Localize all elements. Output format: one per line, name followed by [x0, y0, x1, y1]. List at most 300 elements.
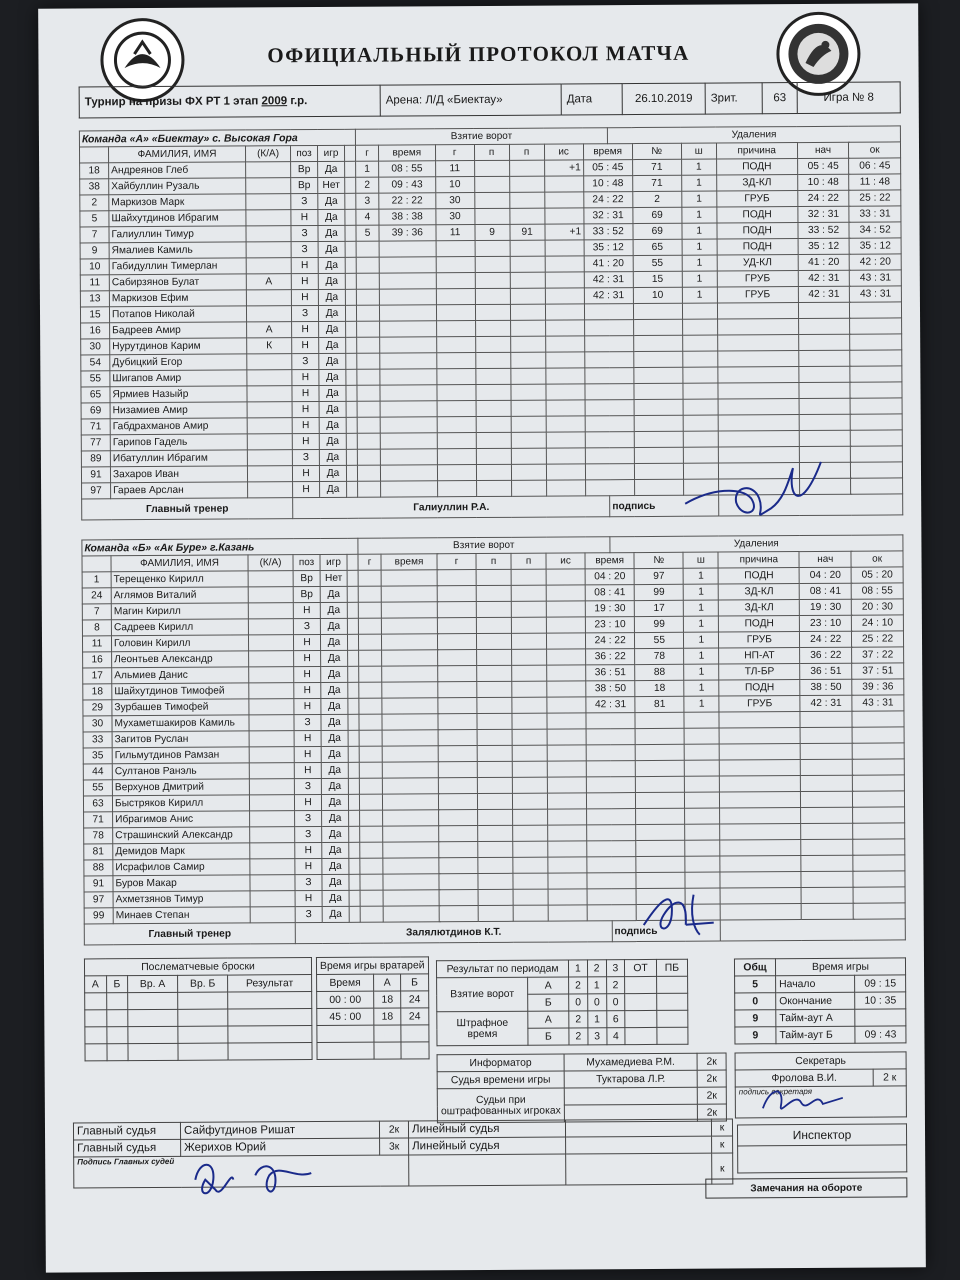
player-played: Да	[319, 417, 346, 433]
secretary-table	[735, 1051, 907, 1118]
col-ka: (К/А)	[245, 146, 290, 162]
goal-assist-2	[509, 192, 544, 208]
spacer	[346, 417, 357, 433]
penalty-minutes: 1	[684, 680, 719, 696]
goal-scorer	[437, 449, 476, 465]
timeout-a-value	[855, 1009, 906, 1026]
period-col: 3	[606, 960, 625, 977]
period-col: 1	[568, 960, 587, 977]
period-value: 0	[569, 994, 588, 1011]
player-name: Дубицкий Егор	[110, 354, 247, 371]
goal-number	[358, 634, 381, 650]
player-position: З	[291, 225, 318, 241]
total-goals-a: 5	[735, 976, 776, 993]
col-time: время	[378, 145, 435, 161]
goal-scorer	[436, 369, 475, 385]
goal-assist-1	[476, 585, 511, 601]
penalty-player	[636, 840, 685, 856]
penalty-time: 42 : 31	[584, 288, 633, 304]
player-number: 1	[82, 572, 111, 588]
player-name: Минаев Степан	[113, 907, 250, 924]
penalty-player	[636, 872, 685, 888]
player-played: Да	[321, 762, 348, 778]
penalty-start: 24 : 22	[800, 631, 852, 647]
penalty-time: 05 : 45	[583, 160, 632, 176]
goal-assist-1	[475, 272, 510, 288]
inspector-label: Инспектор	[737, 1124, 906, 1146]
goal-assist-1	[477, 761, 512, 777]
penalty-reason: ЗД-КЛ	[718, 584, 799, 600]
penalty-end: 25 : 22	[852, 631, 904, 647]
head-ref-1: Сайфутдинов Ришат	[180, 1121, 379, 1139]
spacer	[345, 241, 356, 257]
goal-assist-2	[509, 160, 544, 176]
player-position: Н	[292, 465, 319, 481]
player-captain	[249, 667, 294, 683]
goal-situation	[548, 857, 587, 873]
linesman-cat: к	[712, 1153, 733, 1184]
penalty-player	[636, 808, 685, 824]
player-position: Н	[292, 321, 319, 337]
goal-situation	[547, 793, 586, 809]
penalty-minutes: 1	[684, 648, 719, 664]
goal-assist-1	[475, 352, 510, 368]
player-captain	[248, 619, 293, 635]
player-played: Да	[321, 650, 348, 666]
penalty-player: 81	[635, 696, 684, 712]
goal-assist-2	[512, 745, 547, 761]
goal-time	[381, 570, 437, 586]
player-number: 11	[82, 636, 111, 652]
col-g: г	[358, 554, 381, 570]
goal-time	[380, 353, 437, 369]
goal-situation	[548, 841, 587, 857]
penalty-reason: ПОДН	[719, 616, 800, 632]
spectators-value: 63	[762, 83, 797, 114]
player-number: 18	[83, 684, 112, 700]
goal-assist-2	[511, 384, 546, 400]
penalty-time	[586, 713, 635, 729]
penalty-reason: УД-КЛ	[717, 255, 798, 271]
shootout-col: Б	[106, 976, 127, 993]
goal-situation: +1	[545, 224, 584, 240]
player-captain	[250, 827, 295, 843]
game-start-value: 09 : 15	[855, 975, 906, 992]
goal-number	[356, 273, 379, 289]
goal-assist-1	[475, 256, 510, 272]
player-played: Да	[318, 209, 345, 225]
penalty-start	[798, 350, 850, 366]
penalty-reason: ГРУБ	[719, 696, 800, 712]
penalty-start: 10 : 48	[797, 174, 849, 190]
goal-situation	[544, 208, 583, 224]
penalty-reason	[720, 792, 801, 808]
period-col: 2	[587, 960, 606, 977]
period-value: 4	[606, 1028, 625, 1045]
penalty-start: 42 : 31	[798, 286, 850, 302]
col-reason: причина	[718, 552, 799, 568]
player-number: 97	[82, 483, 111, 499]
penalty-reason	[718, 367, 799, 383]
goal-scorer	[436, 273, 475, 289]
player-played: Да	[321, 666, 348, 682]
col-number	[82, 556, 111, 572]
goal-scorer	[436, 305, 475, 321]
penalty-minutes	[685, 872, 720, 888]
player-number: 99	[84, 908, 113, 924]
player-position: З	[292, 449, 319, 465]
goals-row-label: Взятие ворот	[437, 977, 528, 1012]
goal-time	[381, 634, 437, 650]
penalty-reason	[720, 776, 801, 792]
goal-scorer	[439, 874, 478, 890]
goal-situation	[548, 889, 587, 905]
player-name: Гарипов Гадель	[110, 434, 247, 451]
penalty-player: 2	[632, 191, 681, 207]
penalty-end: 25 : 22	[849, 190, 901, 206]
penalty-player	[634, 463, 683, 479]
player-position: Н	[293, 634, 320, 650]
penalty-start: 38 : 50	[800, 679, 852, 695]
goal-time: 08 : 55	[379, 161, 436, 177]
goal-assist-1	[474, 176, 509, 192]
goalie-time-value: 45 : 00	[317, 1008, 374, 1025]
head-ref-1-cat: 2к	[379, 1121, 408, 1138]
goal-assist-1	[476, 384, 511, 400]
col-start: нач	[797, 142, 849, 158]
player-played: Да	[318, 241, 345, 257]
goal-time: 39 : 36	[379, 225, 436, 241]
head-coach-name: Залялютдинов К.Т.	[295, 921, 612, 944]
spacer	[347, 618, 358, 634]
penalty-reason	[717, 303, 798, 319]
goal-number	[359, 778, 382, 794]
goal-assist-2	[513, 857, 548, 873]
goal-situation	[545, 272, 584, 288]
goal-time: 38 : 38	[379, 209, 436, 225]
signature-label: подпись	[610, 495, 719, 517]
penalty-start: 04 : 20	[799, 567, 851, 583]
player-name: Гараев Арслан	[111, 482, 248, 499]
player-captain	[250, 843, 295, 859]
goal-time	[380, 369, 437, 385]
goal-situation	[545, 288, 584, 304]
penalty-row-label: Штрафное время	[437, 1011, 528, 1046]
goalie-b-value: 24	[401, 1008, 428, 1025]
player-played: Да	[322, 858, 349, 874]
goal-situation	[547, 761, 586, 777]
col-num: №	[632, 143, 681, 159]
goal-time	[380, 433, 437, 449]
player-number: 97	[84, 892, 113, 908]
goal-time	[382, 730, 438, 746]
player-name: Ямалиев Камиль	[109, 242, 246, 259]
goal-number	[360, 874, 383, 890]
goal-time	[383, 842, 439, 858]
goal-number	[358, 602, 381, 618]
goal-assist-2	[512, 697, 547, 713]
player-number: 5	[80, 211, 109, 227]
penalty-time	[587, 889, 636, 905]
col-a1: п	[476, 553, 511, 569]
goal-scorer	[437, 602, 476, 618]
player-captain	[246, 194, 291, 210]
goal-assist-2	[513, 825, 548, 841]
goal-assist-1	[477, 729, 512, 745]
goal-scorer	[439, 858, 478, 874]
date-label: Дата	[561, 84, 622, 115]
head-ref-label: Главный судья	[74, 1139, 181, 1157]
goal-assist-2	[511, 448, 546, 464]
penalty-time	[584, 304, 633, 320]
goal-situation	[545, 304, 584, 320]
penalty-start: 24 : 22	[797, 190, 849, 206]
goal-scorer	[437, 481, 476, 497]
player-position: З	[292, 353, 319, 369]
penalty-start: 36 : 22	[800, 647, 852, 663]
player-played: Да	[319, 433, 346, 449]
timeout-b-value: 09 : 43	[855, 1026, 906, 1043]
goalie-a-value: 18	[374, 991, 401, 1008]
goal-time	[383, 858, 439, 874]
head-coach-name: Галиуллин Р.А.	[293, 496, 610, 519]
goal-assist-2	[513, 873, 548, 889]
player-name: Верхунов Дмитрий	[112, 779, 249, 796]
shootout-title: Послематчевые броски	[84, 958, 311, 976]
player-captain	[249, 683, 294, 699]
spacer	[345, 225, 356, 241]
player-played: Да	[322, 842, 349, 858]
goal-number	[356, 257, 379, 273]
penalty-end	[850, 382, 902, 398]
penalty-start	[800, 743, 852, 759]
penalty-time: 42 : 31	[586, 697, 635, 713]
goal-situation	[545, 320, 584, 336]
goal-number	[359, 714, 382, 730]
goalie-a-value: 18	[374, 1008, 401, 1025]
penalty-reason	[718, 479, 799, 495]
penalty-reason	[718, 415, 799, 431]
inspector-table	[737, 1123, 907, 1173]
player-played: Да	[318, 289, 345, 305]
player-captain	[247, 434, 292, 450]
timeout-a-label: Тайм-аут А	[776, 1009, 855, 1026]
goal-number	[359, 698, 382, 714]
goal-situation	[548, 905, 587, 921]
goal-time: 22 : 22	[379, 193, 436, 209]
player-position: Н	[291, 209, 318, 225]
goal-number: 2	[356, 177, 379, 193]
penalty-end	[851, 446, 903, 462]
spacer	[348, 746, 359, 762]
goal-situation	[545, 336, 584, 352]
player-captain	[246, 258, 291, 274]
penalty-start	[800, 727, 852, 743]
secretary-cat: 2 к	[873, 1069, 906, 1086]
spacer	[348, 666, 359, 682]
spacer	[347, 586, 358, 602]
player-number: 24	[82, 588, 111, 604]
penalty-start	[801, 871, 853, 887]
col-start: нач	[799, 551, 851, 567]
penalty-minutes	[683, 415, 718, 431]
goal-scorer	[436, 321, 475, 337]
game-number: Игра № 8	[797, 82, 900, 114]
penalty-minutes	[682, 335, 717, 351]
penalty-minutes: 1	[684, 632, 719, 648]
player-name: Гильмутдинов Рамзан	[112, 747, 249, 764]
goal-scorer	[438, 666, 477, 682]
goalie-time-table	[316, 956, 429, 1060]
player-played: Да	[322, 810, 349, 826]
head-coach-label: Главный тренер	[84, 923, 295, 945]
spectators-label: Зрит.	[705, 83, 762, 114]
goal-assist-1	[478, 857, 513, 873]
timeout-b-label: Тайм-аут Б	[776, 1026, 855, 1043]
goal-scorer	[438, 746, 477, 762]
total-pen-a: 9	[735, 1010, 776, 1027]
player-captain	[249, 699, 294, 715]
player-captain	[246, 242, 291, 258]
penalty-end	[850, 302, 902, 318]
player-played: Да	[319, 337, 346, 353]
period-team: Б	[528, 1028, 569, 1045]
shootout-col: А	[85, 976, 107, 993]
penalty-reason	[719, 712, 800, 728]
goal-situation	[545, 240, 584, 256]
goal-number	[359, 682, 382, 698]
penalty-player	[634, 431, 683, 447]
penalty-end	[852, 727, 904, 743]
player-number: 55	[81, 371, 110, 387]
goal-scorer: 11	[435, 161, 474, 177]
penalty-minutes	[683, 383, 718, 399]
linesman-cat: к	[711, 1119, 732, 1136]
goal-situation	[547, 745, 586, 761]
goal-assist-1	[477, 745, 512, 761]
goal-time	[380, 417, 437, 433]
goalie-b-value: 24	[401, 991, 428, 1008]
goal-assist-1	[477, 777, 512, 793]
penalty-minutes	[683, 431, 718, 447]
penalty-start	[799, 366, 851, 382]
team-b-table	[81, 534, 905, 945]
player-captain	[249, 747, 294, 763]
goal-assist-1	[476, 569, 511, 585]
player-name: Магин Кирилл	[111, 603, 248, 620]
penalty-player	[634, 415, 683, 431]
penalty-player: 55	[633, 255, 682, 271]
officials-table	[437, 1053, 727, 1124]
game-start-label: Начало	[776, 975, 855, 992]
penalty-end	[853, 887, 905, 903]
goal-time	[383, 906, 439, 922]
spacer	[348, 682, 359, 698]
period-value: 0	[587, 994, 606, 1011]
player-name: Низамиев Амир	[110, 402, 247, 419]
penalty-time	[586, 745, 635, 761]
goal-time	[382, 682, 438, 698]
goal-scorer	[437, 433, 476, 449]
goal-time	[380, 401, 437, 417]
goal-situation	[548, 873, 587, 889]
goal-assist-1	[474, 192, 509, 208]
penalty-reason	[720, 904, 801, 920]
penalty-minutes: 1	[681, 191, 716, 207]
player-captain	[247, 418, 292, 434]
goal-number	[357, 337, 380, 353]
penalty-reason: ПОДН	[717, 239, 798, 255]
goal-assist-2	[513, 809, 548, 825]
penalty-reason: ПОДН	[716, 159, 797, 175]
goal-time	[382, 762, 438, 778]
period-value: 2	[569, 977, 588, 994]
goal-situation	[546, 448, 585, 464]
player-name: Маркизов Ефим	[109, 290, 246, 307]
player-name: Бадреев Амир	[110, 322, 247, 339]
penalty-end	[853, 807, 905, 823]
player-number: 91	[84, 876, 113, 892]
penalty-reason	[718, 399, 799, 415]
player-number: 44	[83, 764, 112, 780]
goal-time	[381, 481, 438, 497]
goal-situation	[547, 713, 586, 729]
penalty-reason: ГРУБ	[717, 287, 798, 303]
penalty-time: 33 : 52	[584, 224, 633, 240]
informer-name: Мухамедиева Р.М.	[564, 1053, 697, 1071]
goal-time	[383, 890, 439, 906]
goal-assist-1	[477, 713, 512, 729]
spacer	[346, 369, 357, 385]
goal-scorer	[438, 794, 477, 810]
penalty-minutes	[683, 399, 718, 415]
player-position: Н	[293, 481, 320, 497]
penalty-reason	[718, 383, 799, 399]
signature-area	[718, 494, 902, 516]
penalty-reason: НП-АТ	[719, 648, 800, 664]
player-captain	[246, 178, 291, 194]
goal-situation	[548, 825, 587, 841]
goal-time	[383, 826, 439, 842]
penalty-minutes	[685, 792, 720, 808]
goal-assist-2	[509, 208, 544, 224]
goal-time	[382, 778, 438, 794]
goal-scorer	[437, 618, 476, 634]
goal-situation	[546, 480, 585, 496]
goal-number	[360, 826, 383, 842]
player-played: Да	[321, 682, 348, 698]
player-played: Да	[322, 906, 349, 922]
penalty-minutes: 1	[682, 255, 717, 271]
penalty-reason	[718, 431, 799, 447]
player-number: 7	[80, 227, 109, 243]
goal-assist-1	[478, 905, 513, 921]
spacer	[345, 257, 356, 273]
goal-assist-2	[509, 176, 544, 192]
penalty-time: 24 : 22	[585, 633, 634, 649]
col-min: ш	[683, 552, 718, 568]
player-name: Терещенко Кирилл	[111, 571, 248, 588]
period-value: 2	[569, 1028, 588, 1045]
player-number: 89	[81, 451, 110, 467]
player-number: 7	[82, 604, 111, 620]
penalty-minutes	[682, 303, 717, 319]
player-captain	[247, 386, 292, 402]
penalty-start	[801, 807, 853, 823]
player-number: 17	[83, 668, 112, 684]
goal-assist-2	[511, 432, 546, 448]
goal-number	[357, 417, 380, 433]
